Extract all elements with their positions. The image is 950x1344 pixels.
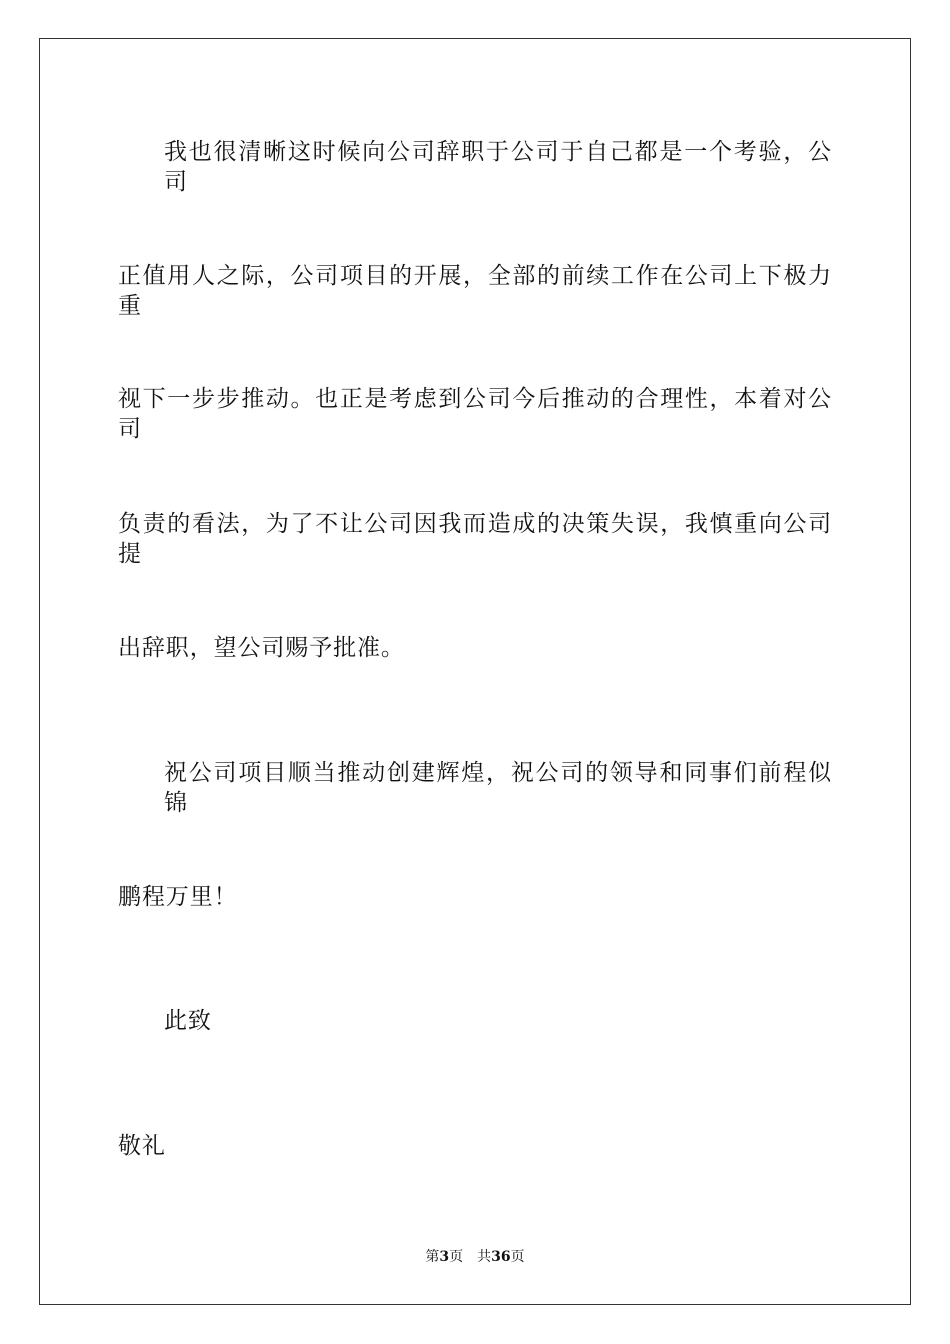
page-footer — [0, 1247, 950, 1267]
paragraph-line: 视下一步步推动。也正是考虑到公司今后推动的合理性，本着对公司 — [118, 386, 832, 442]
page-label-suffix: 页 — [449, 1249, 464, 1265]
total-label-prefix: 共 — [477, 1249, 492, 1265]
closing-regards: 敬礼 — [118, 1133, 166, 1159]
paragraph-line: 出辞职，望公司赐予批准。 — [118, 635, 405, 661]
paragraph-line: 鹏程万里！ — [118, 884, 238, 910]
total-pages: 36 — [491, 1249, 511, 1265]
page-label-prefix: 第 — [425, 1249, 440, 1265]
paragraph-line: 正值用人之际，公司项目的开展，全部的前续工作在公司上下极力重 — [118, 263, 832, 319]
closing-salutation: 此致 — [164, 1008, 212, 1034]
page-number: 3 — [439, 1249, 450, 1265]
page-border — [39, 38, 911, 1305]
paragraph-line: 我也很清晰这时候向公司辞职于公司于自己都是一个考验，公司 — [164, 139, 832, 195]
total-label-suffix: 页 — [510, 1249, 525, 1265]
paragraph-line: 负责的看法，为了不让公司因我而造成的决策失误，我慎重向公司提 — [118, 511, 832, 567]
paragraph-line: 祝公司项目顺当推动创建辉煌，祝公司的领导和同事们前程似锦 — [164, 760, 832, 816]
